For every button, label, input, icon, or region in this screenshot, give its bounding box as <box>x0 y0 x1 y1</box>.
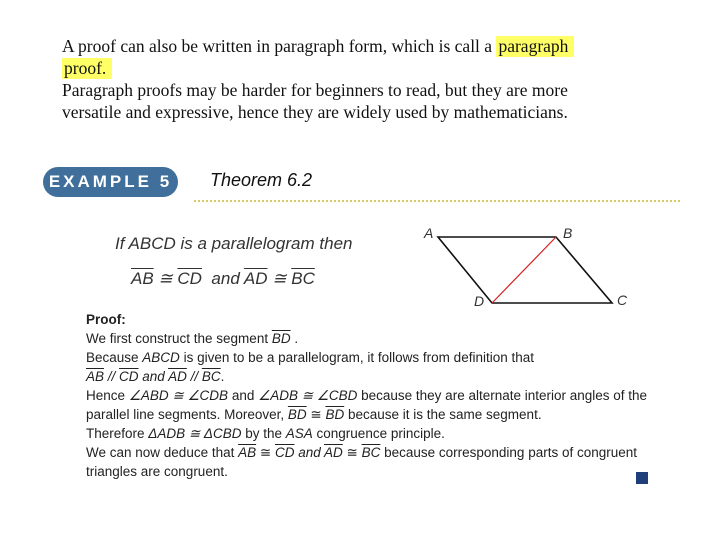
highlighted-term: paragraph <box>496 36 574 57</box>
congruent-symbol: ≅ <box>306 407 326 422</box>
segment-bd: $\overline{BD}$ <box>287 407 307 422</box>
segment-cd: $\overline{CD}$ <box>274 445 295 460</box>
proof-text: congruence principle. <box>312 426 445 441</box>
proof-line-8: triangles are congruent. <box>86 464 228 479</box>
proof-text: Therefore <box>86 426 149 441</box>
segment-bd: $\overline{BD}$ <box>271 331 291 346</box>
proof-line-7 <box>86 443 656 462</box>
congruent-symbol: ≅ <box>256 445 275 460</box>
segment-bc: $\overline{BC}$ <box>361 445 381 460</box>
intro-line-4: versatile and expressive, hence they are widely used by mathematicians. <box>62 102 568 122</box>
intro-text: A proof can also be written in paragraph form, which is call a <box>62 36 497 56</box>
segment-ad: $\overline{AD}$ <box>168 369 187 384</box>
diagonal-bd <box>492 237 556 303</box>
and-word: and <box>138 369 169 384</box>
theorem-statement-line-1: If ABCD is a parallelogram then <box>115 234 353 253</box>
theorem-title: Theorem 6.2 <box>210 170 313 190</box>
vertex-label-a: A <box>424 225 434 241</box>
segment-bc: $\overline{BC}$ <box>291 269 315 288</box>
proof-text: parallel line segments. Moreover, <box>86 407 288 422</box>
proof-text: We can now deduce that <box>86 445 239 460</box>
proof-text: by the <box>241 426 286 441</box>
proof-line-1 <box>86 329 656 348</box>
and-word: and <box>294 445 324 460</box>
segment-cd: $\overline{CD}$ <box>119 369 139 384</box>
example-badge: EXAMPLE 5 <box>43 167 178 197</box>
proof-text: . <box>220 369 225 384</box>
proof-line-5 <box>86 405 656 424</box>
proof-block <box>86 310 656 481</box>
proof-line-3 <box>86 367 656 386</box>
proof-line-2 <box>86 348 656 367</box>
angle-congruence: ∠ADB ≅ ∠CBD <box>258 388 358 403</box>
congruent-symbol: ≅ <box>342 445 362 460</box>
proof-text: We first construct the segment <box>86 331 272 346</box>
proof-heading: Proof: <box>86 312 126 327</box>
angle-congruence: ∠ABD ≅ ∠CDB <box>128 388 229 403</box>
proof-text: is given to be a parallelogram, it follows from definition that <box>179 350 534 365</box>
proof-text: because they are alternate interior angles of the <box>357 388 648 403</box>
congruent-symbol: ≅ <box>272 269 287 288</box>
segment-ab: $\overline{AB}$ <box>131 269 154 288</box>
triangle-congruence: ΔADB ≅ ΔCBD <box>148 426 242 441</box>
and-word: and <box>211 269 240 288</box>
congruent-symbol: ≅ <box>158 269 173 288</box>
segment-cd: $\overline{CD}$ <box>177 269 202 288</box>
proof-text-italic: ABCD <box>142 350 180 365</box>
proof-text: Because <box>86 350 143 365</box>
proof-text: because corresponding parts of congruent <box>380 445 638 460</box>
segment-ad: $\overline{AD}$ <box>243 269 268 288</box>
segment-bc: $\overline{BC}$ <box>201 369 221 384</box>
end-of-proof-square-icon <box>636 472 648 484</box>
asa-principle: ASA <box>285 426 313 441</box>
proof-text: because it is the same segment. <box>344 407 542 422</box>
vertex-label-c: C <box>617 292 628 308</box>
parallel-symbol: // <box>186 369 202 384</box>
parallel-symbol: // <box>104 369 120 384</box>
segment-ab: $\overline{AB}$ <box>238 445 257 460</box>
parallelogram-abcd <box>438 237 612 303</box>
segment-ab: $\overline{AB}$ <box>86 369 105 384</box>
vertex-label-d: D <box>474 293 485 309</box>
intro-line-3: Paragraph proofs may be harder for beginners to read, but they are more <box>62 80 568 100</box>
proof-text: Hence <box>86 388 129 403</box>
proof-line-4 <box>86 386 656 405</box>
highlighted-term: proof. <box>62 58 112 79</box>
segment-bd: $\overline{BD}$ <box>325 407 345 422</box>
vertex-label-b: B <box>563 225 573 241</box>
proof-line-6 <box>86 424 656 443</box>
segment-ad: $\overline{AD}$ <box>323 445 343 460</box>
proof-text: and <box>228 388 259 403</box>
proof-text: . <box>290 331 299 346</box>
